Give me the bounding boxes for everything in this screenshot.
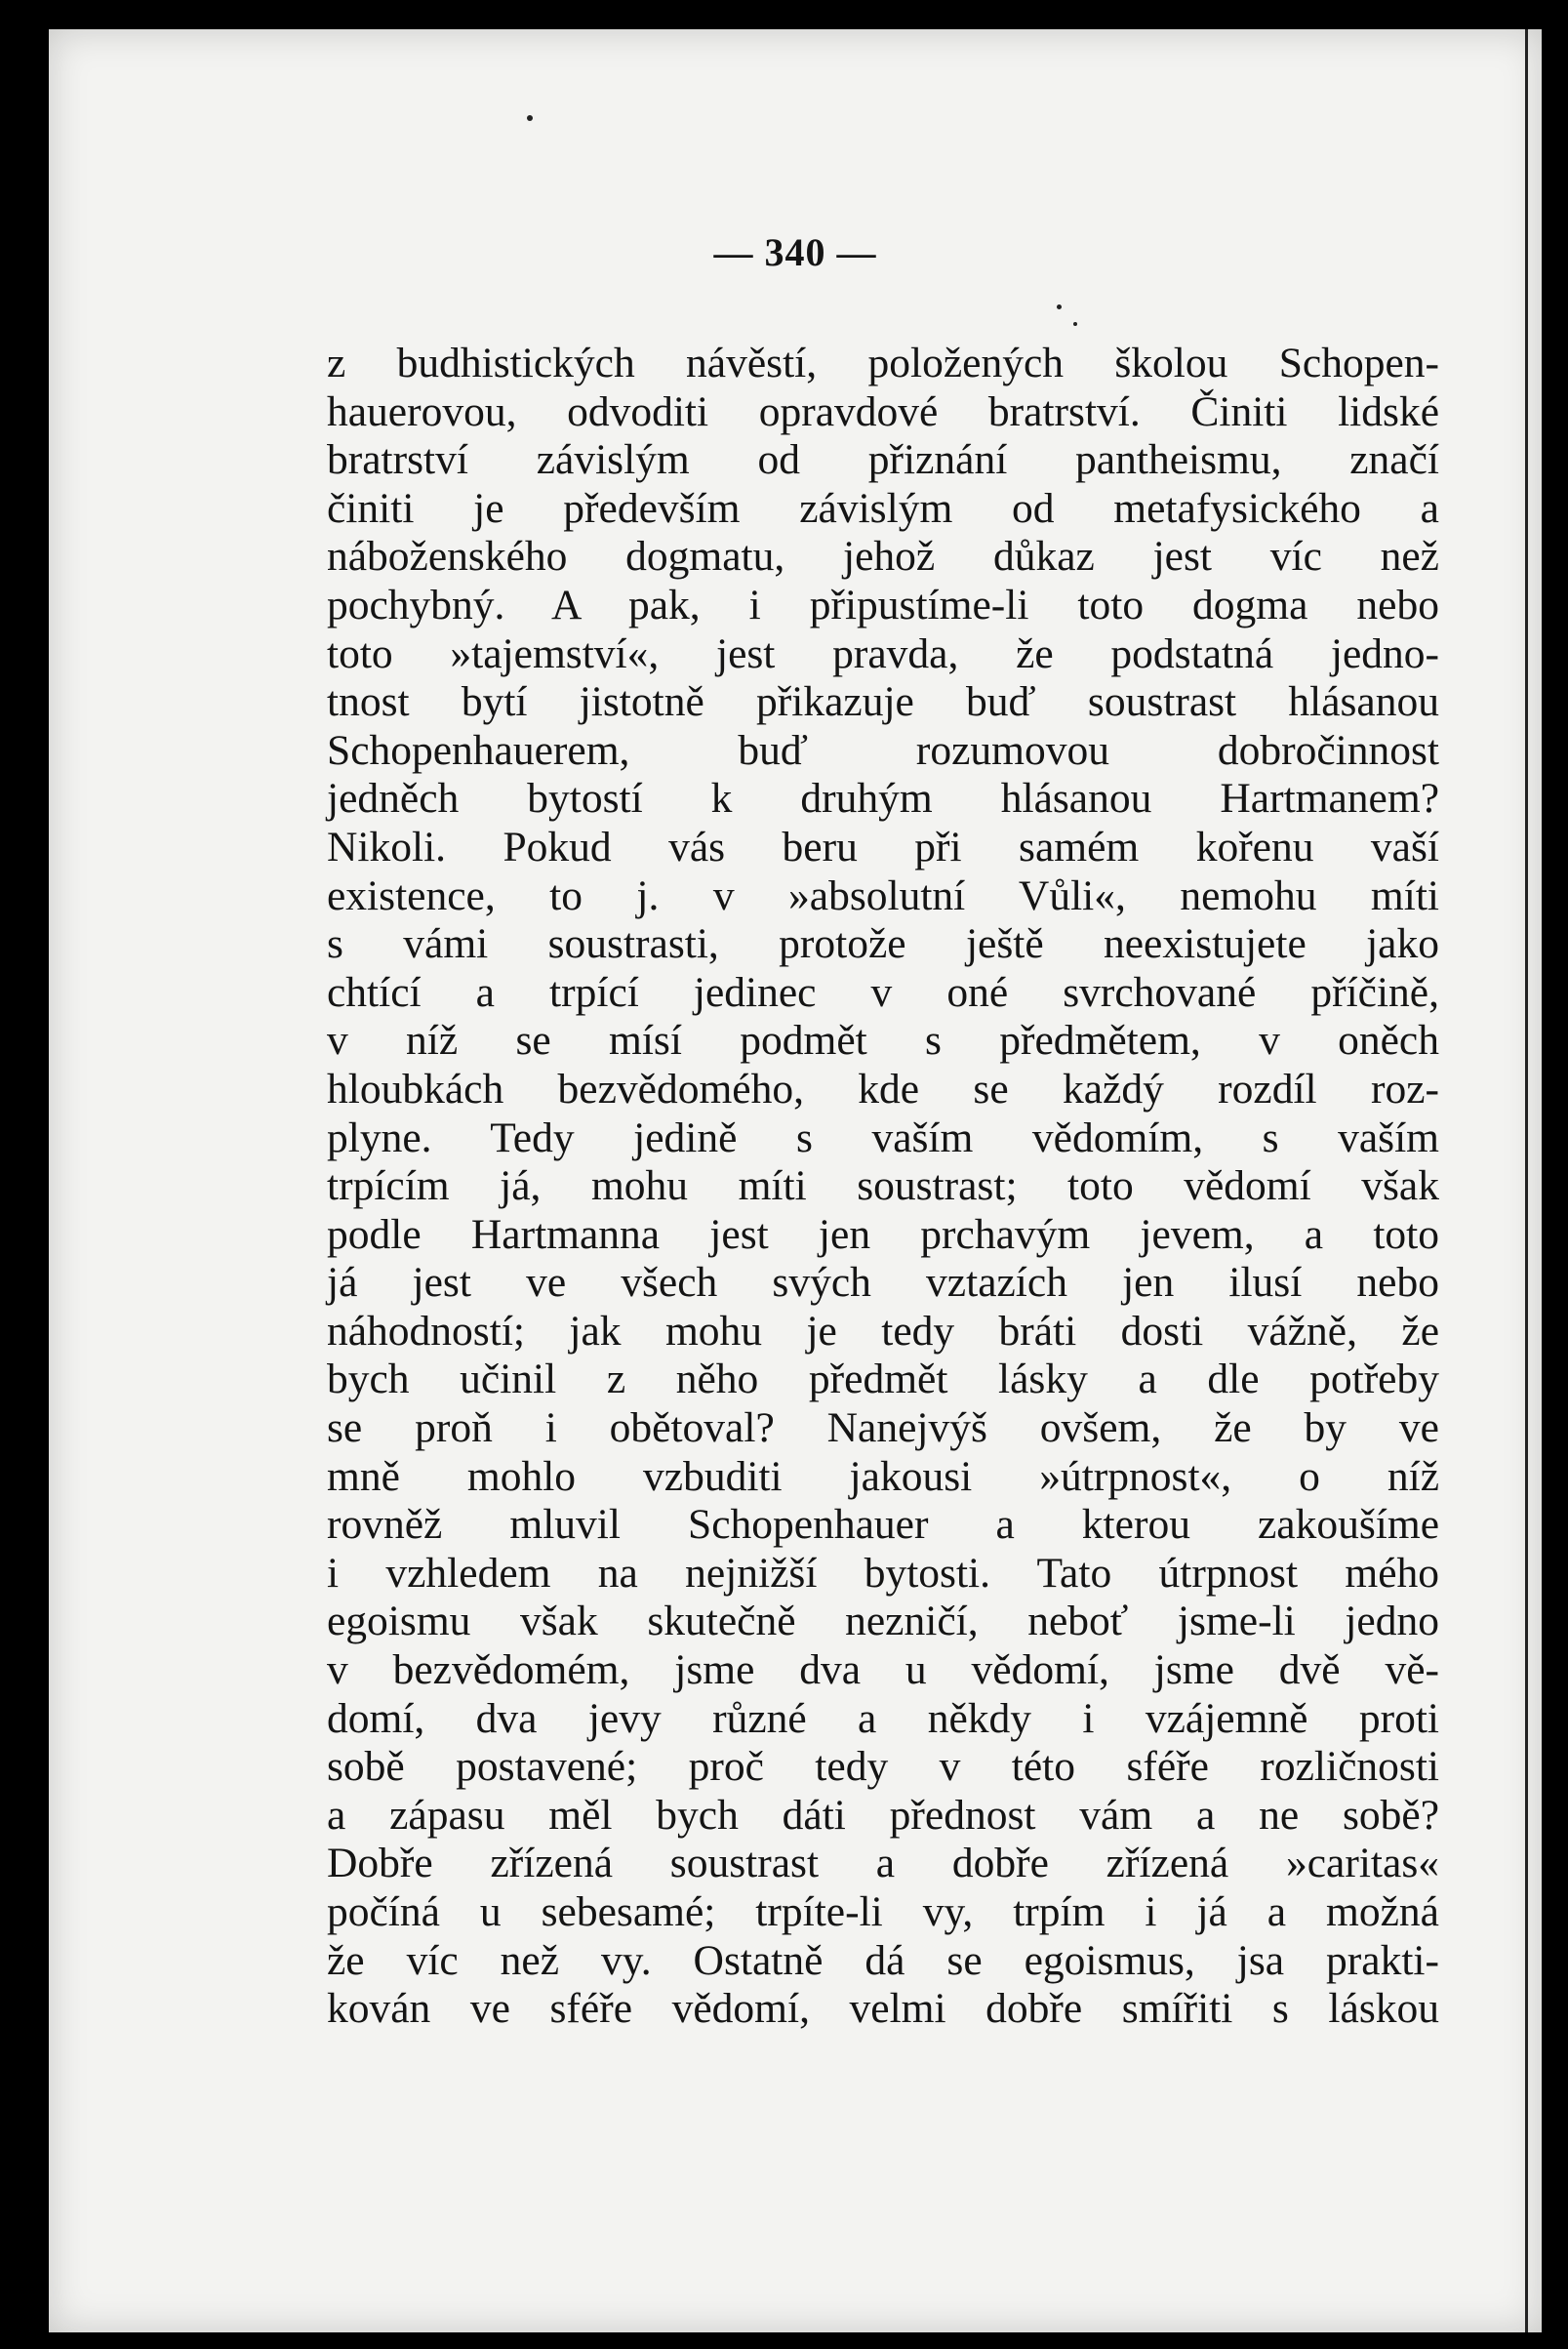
text-line: chtící a trpící jedinec v oné svrchované příčině, xyxy=(327,968,1439,1016)
text-line: náboženského dogmatu, jehož důkaz jest víc než xyxy=(327,533,1439,581)
text-line: mně mohlo vzbuditi jakousi »útrpnost«, o níž xyxy=(327,1452,1439,1500)
text-line: a zápasu měl bych dáti přednost vám a ne sobě? xyxy=(327,1791,1439,1839)
text-line: v níž se mísí podmět s předmětem, v oněch xyxy=(327,1017,1439,1065)
text-line: s vámi soustrasti, protože ještě neexistujete jako xyxy=(327,920,1439,968)
book-page xyxy=(49,29,1542,2332)
page-edge-line xyxy=(1525,29,1528,2332)
text-line: z budhistických návěstí, položených školou Schopen- xyxy=(327,340,1439,386)
text-line: já jest ve všech svých vztazích jen ilusí nebo xyxy=(327,1259,1439,1307)
text-line: pochybný. A pak, i připustíme-li toto dogma nebo xyxy=(327,581,1439,628)
text-line: sobě postavené; proč tedy v této sféře rozličnosti xyxy=(327,1743,1439,1791)
print-speck xyxy=(527,115,533,121)
text-line: kován ve sféře vědomí, velmi dobře smířiti s láskou xyxy=(327,1985,1439,2033)
text-line: činiti je především závislým od metafysického a xyxy=(327,484,1439,532)
text-line: plyne. Tedy jedině s vaším vědomím, s vaším xyxy=(327,1114,1439,1161)
text-line: i vzhledem na nejnižší bytosti. Tato útrpnost mého xyxy=(327,1549,1439,1597)
print-speck xyxy=(1057,304,1062,309)
text-line: v bezvědomém, jsme dva u vědomí, jsme dvě vě- xyxy=(327,1646,1439,1694)
print-speck xyxy=(1073,322,1077,326)
text-line: domí, dva jevy různé a někdy i vzájemně proti xyxy=(327,1694,1439,1742)
text-line: bych učinil z něho předmět lásky a dle potřeby xyxy=(327,1356,1439,1403)
text-line: Dobře zřízená soustrast a dobře zřízená »caritas« xyxy=(327,1840,1439,1887)
text-line: toto »tajemství«, jest pravda, že podstatná jedno- xyxy=(327,629,1439,677)
text-line: existence, to j. v »absolutní Vůli«, nemohu míti xyxy=(327,871,1439,919)
text-line: rovněž mluvil Schopenhauer a kterou zakoušíme xyxy=(327,1501,1439,1549)
text-line: tnost bytí jistotně přikazuje buď soustrast hlásanou xyxy=(327,678,1439,726)
text-line: že víc než vy. Ostatně dá se egoismus, jsa prakti- xyxy=(327,1936,1439,1984)
text-line: egoismu však skutečně nezničí, neboť jsme-li jedno xyxy=(327,1598,1439,1645)
text-line: bratrství závislým od přiznání pantheismu, značí xyxy=(327,436,1439,484)
text-line: Nikoli. Pokud vás beru při samém kořenu vaší xyxy=(327,823,1439,871)
text-line: jedněch bytostí k druhým hlásanou Hartmanem? xyxy=(327,775,1439,823)
text-line: podle Hartmanna jest jen prchavým jevem, a toto xyxy=(327,1210,1439,1258)
text-line: náhodností; jak mohu je tedy bráti dosti vážně, že xyxy=(327,1307,1439,1355)
text-line: se proň i obětoval? Nanejvýš ovšem, že by ve xyxy=(327,1404,1439,1452)
text-line: počíná u sebesamé; trpíte-li vy, trpím i já a možná xyxy=(327,1888,1439,1935)
text-line: trpícím já, mohu míti soustrast; toto vědomí však xyxy=(327,1162,1439,1210)
text-line: hloubkách bezvědomého, kde se každý rozdíl roz- xyxy=(327,1065,1439,1113)
text-line: hauerovou, odvoditi opravdové bratrství. Činiti lidské xyxy=(327,387,1439,435)
page-number: — 340 — xyxy=(713,230,877,274)
text-line: Schopenhauerem, buď rozumovou dobročinnost xyxy=(327,726,1439,774)
body-text xyxy=(327,340,1439,2034)
